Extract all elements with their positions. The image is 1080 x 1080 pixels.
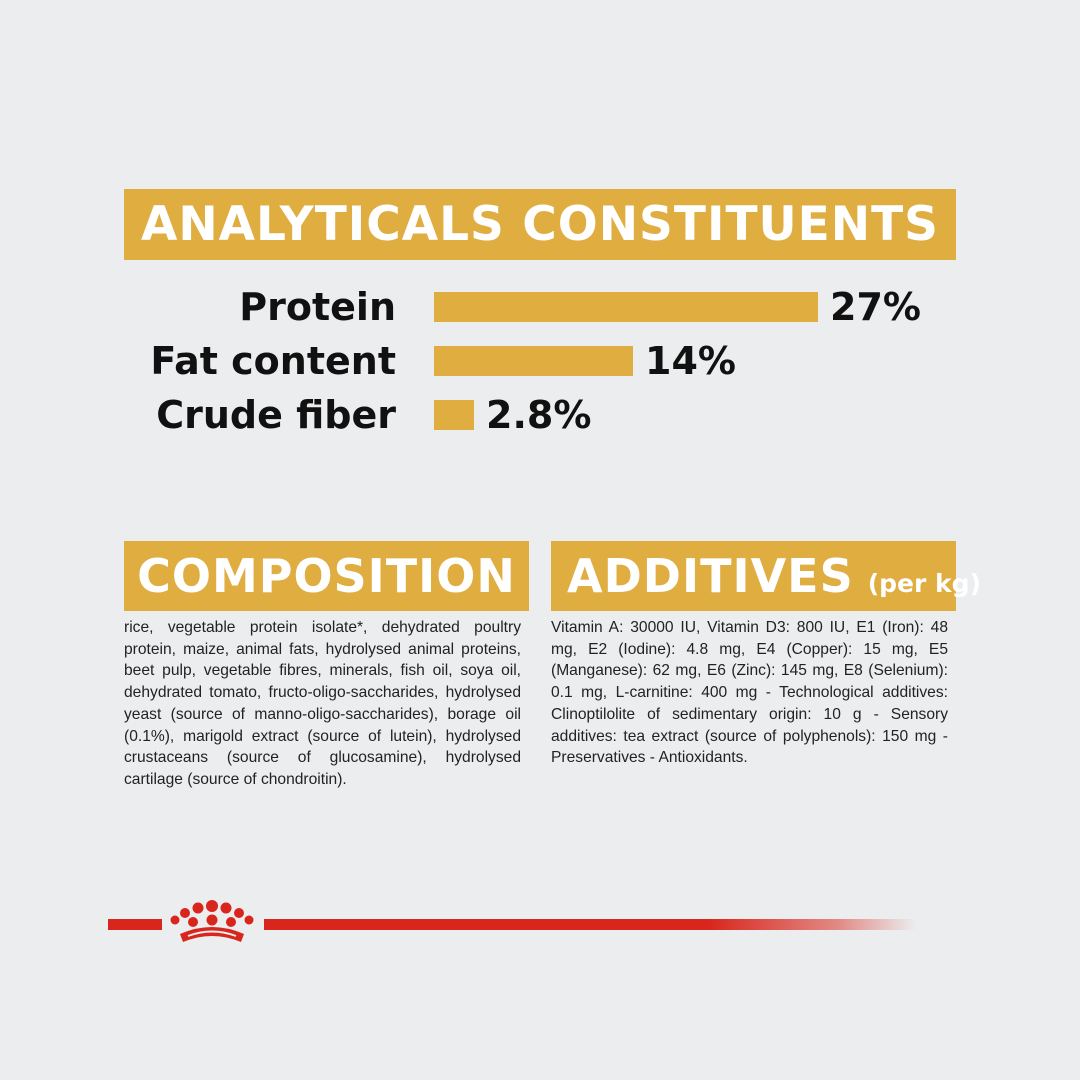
crude-fiber-value: 2.8% bbox=[486, 393, 592, 437]
additives-text: Vitamin A: 30000 IU, Vitamin D3: 800 IU, E1 (Iron): 48 mg, E2 (Iodine): 4.8 mg, E4 (Copper): 15 mg, E5 (Manganese): 62 mg, E6 (Zinc): 145 mg, E8 (Selenium): 0.1 mg, L-carnitine: 400 mg - Technological additives: Clinoptilolite of sedimentary origin: 10 g - Sensory additives: tea extract (source of polyphenols): 150 mg - Preservatives - Antioxidants. bbox=[551, 619, 948, 767]
additives-subtitle: (per kg) bbox=[867, 568, 981, 598]
footer-line-left bbox=[108, 919, 162, 930]
crude-fiber-label: Crude fiber bbox=[156, 393, 396, 437]
additives-title-banner bbox=[551, 541, 981, 611]
crude-fiber-bar bbox=[434, 400, 474, 430]
composition-title-banner bbox=[124, 541, 529, 611]
composition-text: rice, vegetable protein isolate*, dehydrated poultry protein, maize, animal fats, hydrolysed animal proteins, beet pulp, vegetable fibres, minerals, fish oil, soya oil, dehydrated tomato, fructo-oligo-saccharides, hydrolysed yeast (source of manno-oligo-saccharides), borage oil (0.1%), marigold extract (source of lutein), hydrolysed crustaceans (source of glucosamine), hydrolysed cartilage (source of chondroitin). bbox=[124, 619, 521, 788]
fat-content-value: 14% bbox=[645, 339, 736, 383]
fat-content-bar bbox=[434, 346, 633, 376]
analytics-title-banner bbox=[124, 189, 956, 260]
crown-logo-icon bbox=[166, 898, 258, 948]
protein-value: 27% bbox=[830, 285, 921, 329]
additives-title: ADDITIVES bbox=[567, 549, 854, 603]
protein-bar bbox=[434, 292, 818, 322]
analytics-title: ANALYTICALS CONSTITUENTS bbox=[140, 197, 940, 252]
footer-line-right bbox=[264, 919, 916, 930]
protein-label: Protein bbox=[239, 285, 396, 329]
fat-content-label: Fat content bbox=[150, 339, 396, 383]
composition-title: COMPOSITION bbox=[137, 549, 516, 603]
